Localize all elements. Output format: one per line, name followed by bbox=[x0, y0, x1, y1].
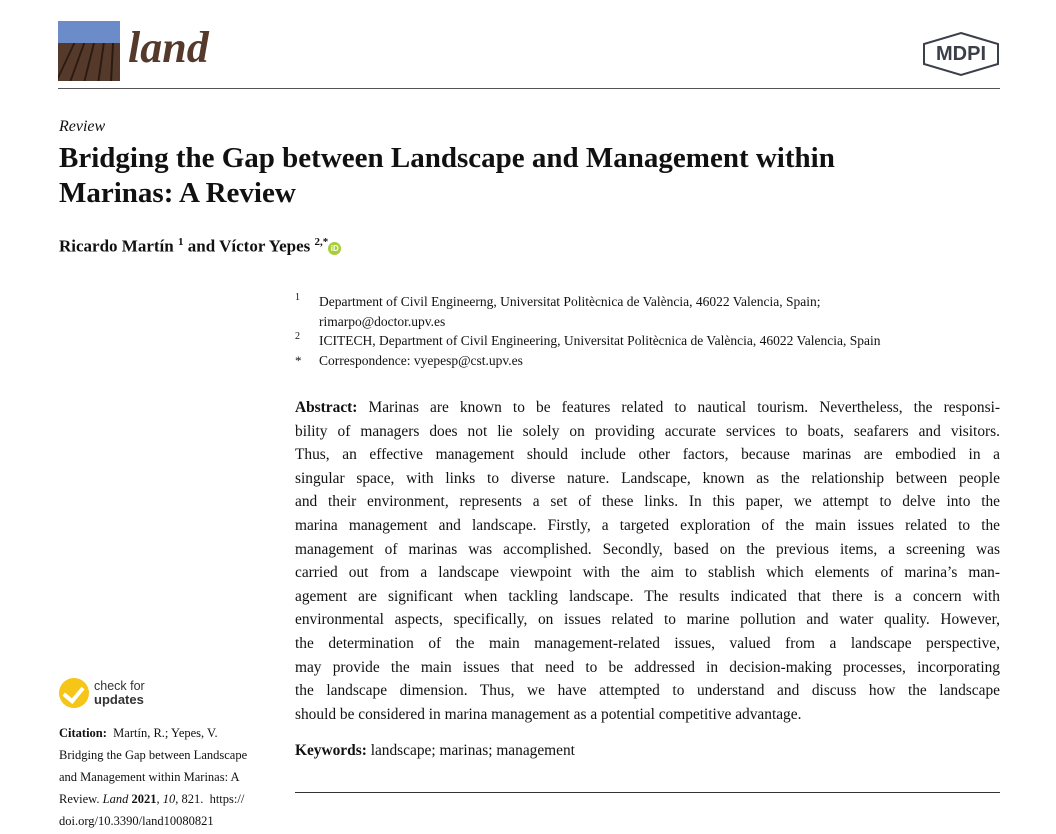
citation-doi-link[interactable]: https:// bbox=[209, 792, 245, 806]
citation-journal: Land bbox=[102, 792, 129, 806]
abstract-line: environmental aspects, specifically, on issues related to marine pollution and water quality. However, bbox=[295, 611, 1000, 629]
article-type: Review bbox=[59, 118, 106, 135]
citation-title: and Management within Marinas: A bbox=[59, 770, 240, 784]
journal-logo-image bbox=[58, 21, 120, 81]
orcid-icon[interactable]: iD bbox=[328, 242, 341, 255]
author-connector: and bbox=[187, 236, 216, 256]
citation: Citation: Martín, R.; Yepes, V. Bridging the Gap between Landscape and Management within Marinas: A Review. Land 2021, 10, 821. https:// doi.org/10.3390/land10080821 bbox=[59, 722, 279, 832]
abstract-line: marina management and landscape. Firstly, a targeted exploration of the main issues related to the bbox=[295, 516, 1000, 534]
mdpi-logo[interactable] bbox=[922, 31, 1000, 77]
citation-year: 2021 bbox=[131, 792, 157, 806]
check-updates-line2: updates bbox=[94, 691, 144, 707]
affiliation-number: 2 bbox=[295, 331, 300, 342]
abstract-line: the determination of the main management-related issues, valued from a landscape perspective, bbox=[295, 634, 1000, 652]
author-affiliation-marker: 1 bbox=[177, 236, 184, 248]
affiliation-text: Department of Civil Engineerng, Universitat Politècnica de València, 46022 Valencia, Spain; bbox=[319, 294, 821, 309]
citation-label: Citation: bbox=[59, 726, 107, 740]
abstract-line: Thus, an effective management should include other factors, because marinas are embodied in a bbox=[295, 446, 1000, 464]
affiliation-text: ICITECH, Department of Civil Engineering, Universitat Politècnica de València, 46022 Valencia, Spain bbox=[319, 333, 881, 348]
check-for-updates-button[interactable] bbox=[59, 678, 145, 708]
author-list bbox=[59, 236, 341, 257]
abstract-line: singular space, with links to diverse nature. Landscape, known as the relationship between people bbox=[295, 469, 1000, 487]
citation-volume: 10 bbox=[162, 792, 176, 806]
author-name[interactable]: Víctor Yepes bbox=[219, 236, 311, 256]
abstract-line: may provide the main issues that need to be addressed in decision-making processes, incorporating bbox=[295, 658, 1000, 676]
abstract-line bbox=[295, 396, 1000, 420]
keywords-text: landscape; marinas; management bbox=[370, 742, 575, 759]
abstract-line: and their environment, represents a set of these links. In this paper, we attempt to delve into the bbox=[295, 493, 1000, 511]
author-affiliation-marker: 2,* bbox=[314, 236, 329, 248]
abstract-line: bility of managers does not lie solely on providing accurate services to boats, seafarers and visitors. bbox=[295, 422, 1000, 440]
citation-pages: 821. bbox=[181, 792, 204, 806]
checkmark-icon bbox=[59, 678, 89, 708]
mdpi-logo-text: MDPI bbox=[936, 43, 986, 65]
keywords-label: Keywords: bbox=[295, 742, 367, 759]
abstract-line: carried out from a landscape viewpoint with the aim to stablish which elements of marina’s man- bbox=[295, 564, 1000, 582]
affiliation-number: 1 bbox=[295, 292, 300, 303]
abstract-text: Marinas are known to be features related to nautical tourism. Nevertheless, the responsi- bbox=[368, 399, 1000, 416]
header-divider bbox=[58, 88, 1000, 89]
title-line: Bridging the Gap between Landscape and Management within bbox=[59, 142, 835, 174]
abstract-line: the landscape dimension. Thus, we have attempted to understand and discuss how the landscape bbox=[295, 682, 1000, 700]
journal-name: land bbox=[128, 23, 209, 72]
author-name[interactable]: Ricardo Martín bbox=[59, 236, 174, 256]
title-line: Marinas: A Review bbox=[59, 177, 296, 209]
correspondence-text[interactable]: Correspondence: vyepesp@cst.upv.es bbox=[319, 353, 523, 368]
abstract-divider bbox=[295, 792, 1000, 793]
abstract-line: management of marinas was accomplished. Secondly, based on the previous items, a screening was bbox=[295, 540, 1000, 558]
abstract-line: should be considered in marina management as a potential competitive advantage. bbox=[295, 705, 802, 723]
keywords bbox=[295, 742, 575, 760]
abstract-label: Abstract: bbox=[295, 399, 358, 416]
abstract-line: agement are significant when tackling landscape. The results indicated that there is a concern with bbox=[295, 587, 1000, 605]
citation-doi-link[interactable]: doi.org/10.3390/land10080821 bbox=[59, 814, 214, 828]
citation-title: Review. bbox=[59, 792, 100, 806]
abstract bbox=[295, 396, 1000, 726]
citation-authors: Martín, R.; Yepes, V. bbox=[113, 726, 218, 740]
citation-title: Bridging the Gap between Landscape bbox=[59, 748, 248, 762]
article-title bbox=[59, 141, 1019, 211]
affiliation-number: * bbox=[295, 353, 302, 368]
affiliation-email[interactable]: rimarpo@doctor.upv.es bbox=[319, 314, 446, 329]
check-updates-line1: check for bbox=[94, 678, 145, 693]
